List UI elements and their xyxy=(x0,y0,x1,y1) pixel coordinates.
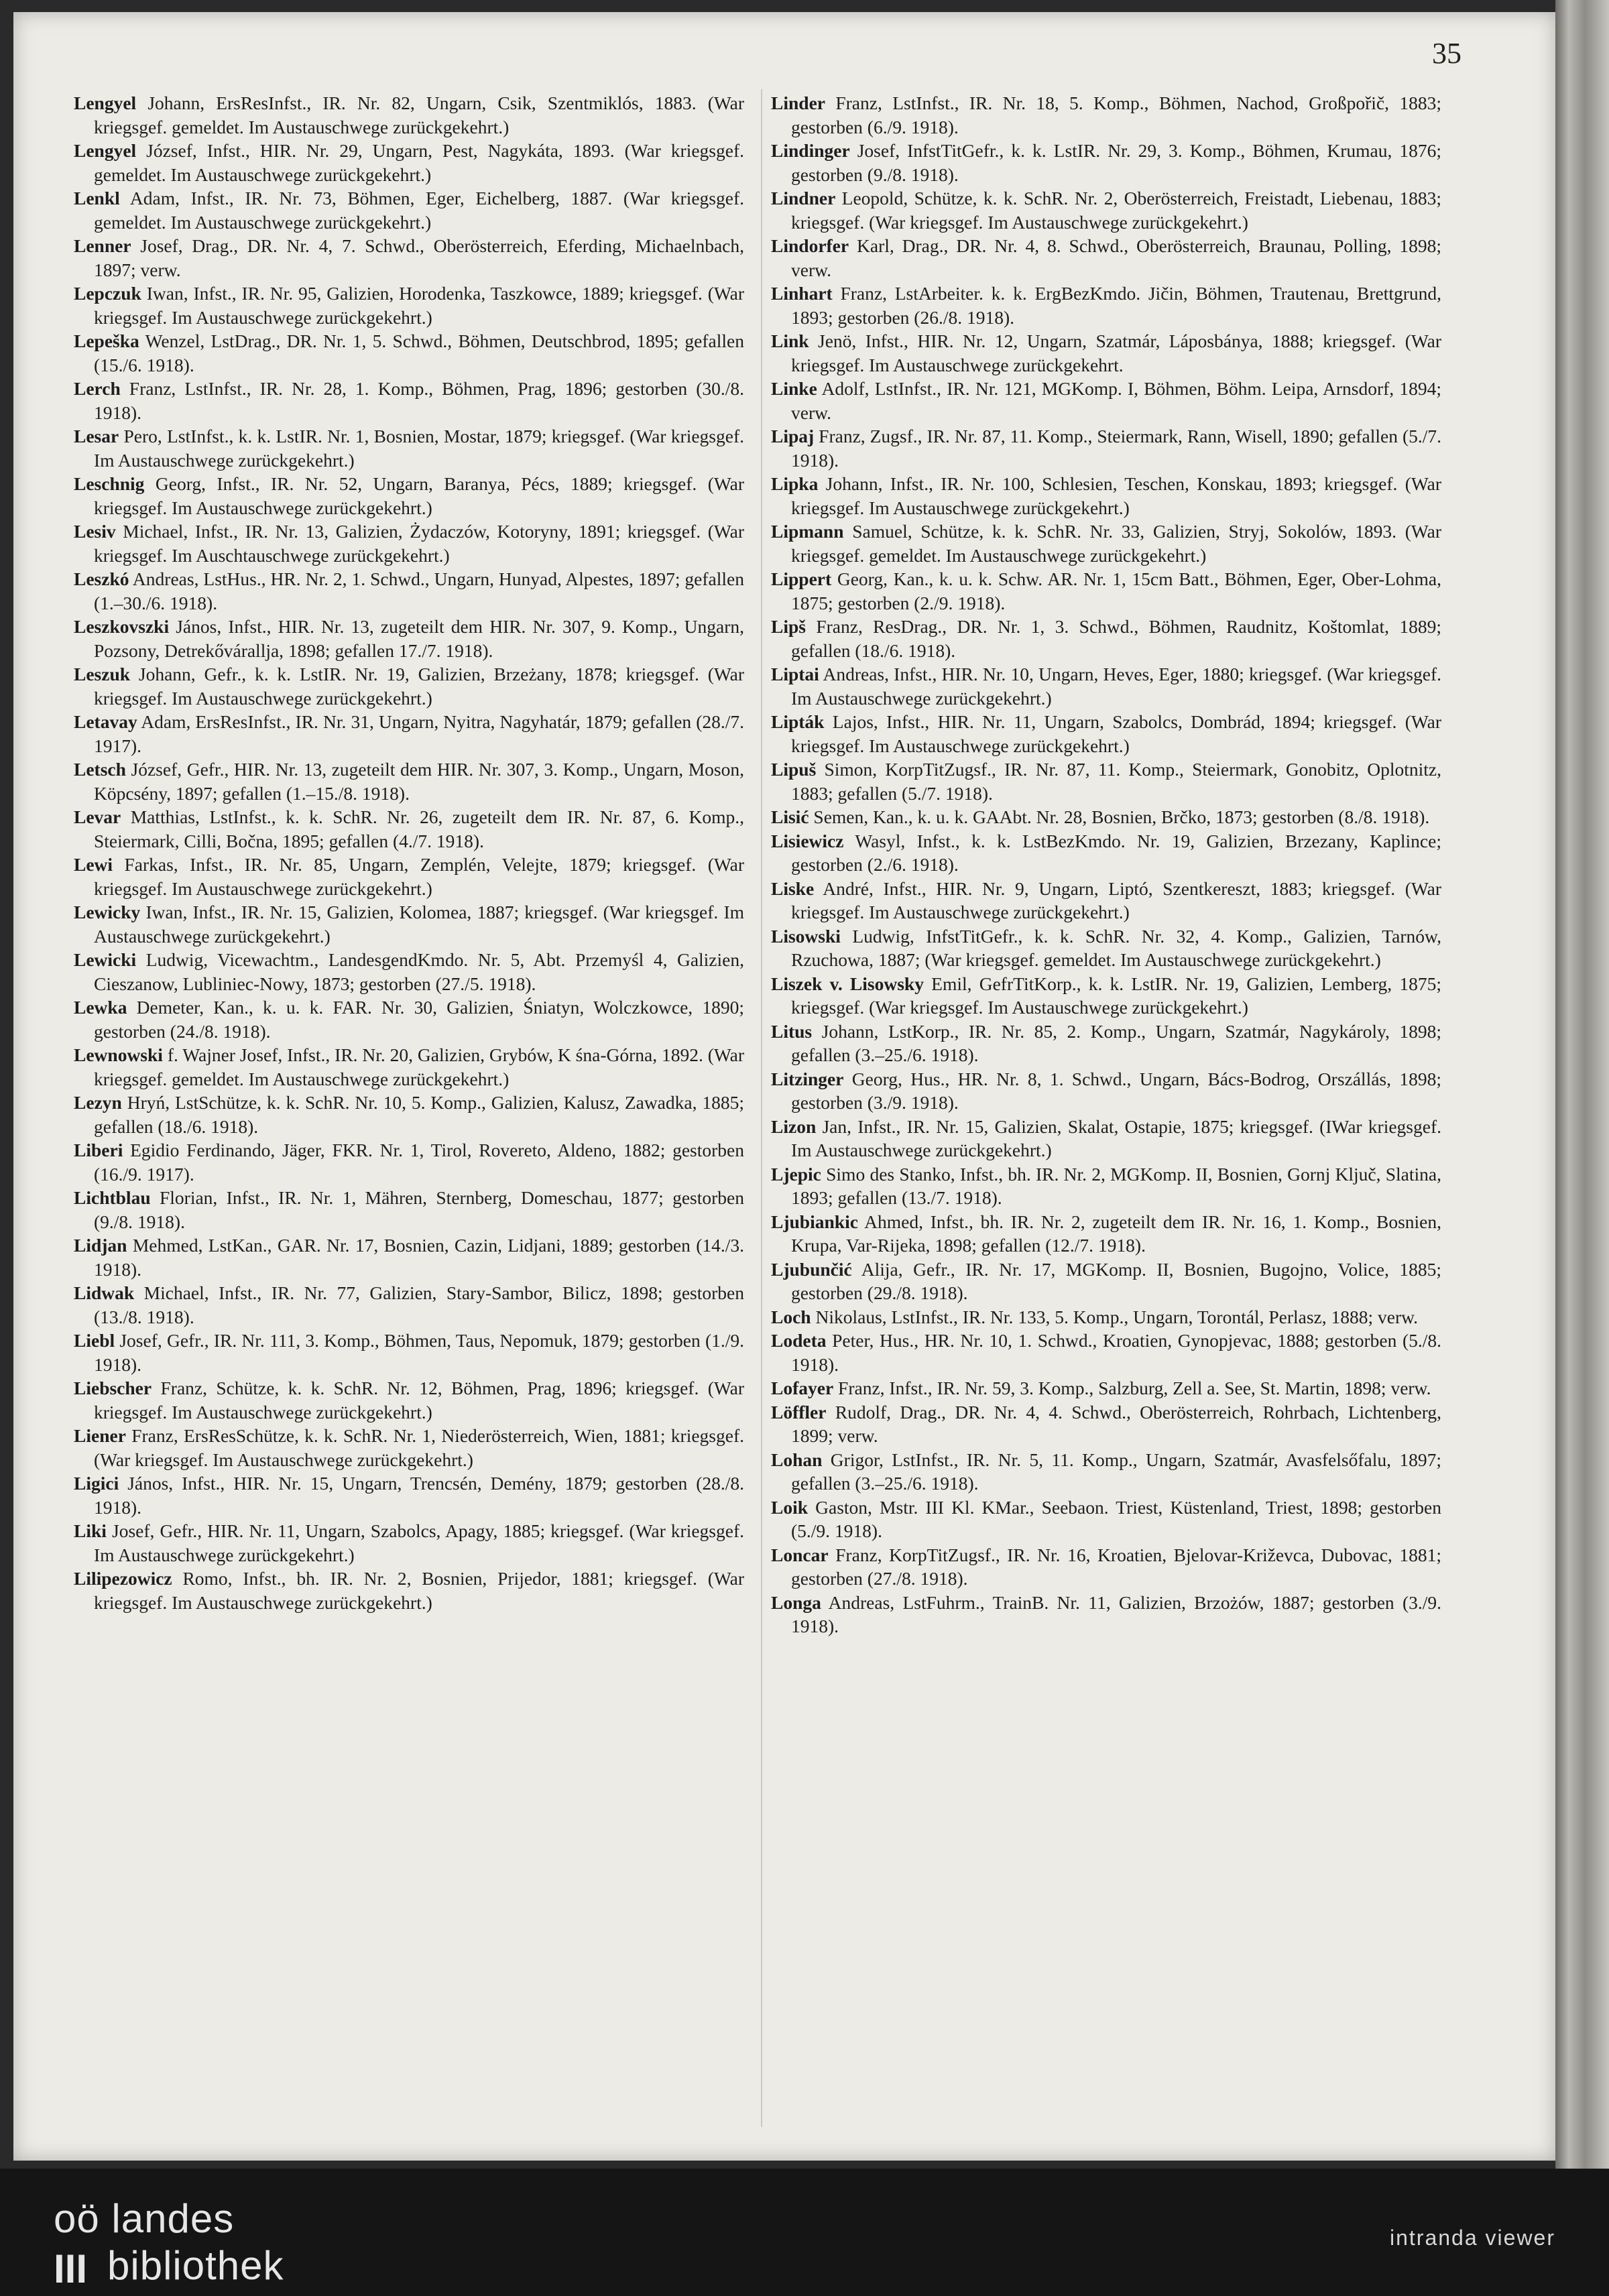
entry-surname: Leschnig xyxy=(74,473,145,494)
entry-details: Lajos, Infst., HIR. Nr. 11, Ungarn, Szabolcs, Dombrád, 1894; kriegsgef. (War kriegsgef. Im Austauschwege zurückgekehrt.) xyxy=(791,711,1441,756)
entry-details: Iwan, Infst., IR. Nr. 15, Galizien, Kolomea, 1887; kriegsgef. (War kriegsgef. Im Austauschwege zurückgekehrt.) xyxy=(94,902,744,947)
register-entry xyxy=(771,234,1441,282)
entry-details: Samuel, Schütze, k. k. SchR. Nr. 33, Galizien, Stryj, Sokolów, 1893. (War kriegsgef. gemeldet. Im Austauschwege zurückgekehrt.) xyxy=(791,521,1441,566)
register-entry xyxy=(74,186,744,234)
register-entry xyxy=(74,615,744,662)
register-entry xyxy=(74,1233,744,1281)
register-entry xyxy=(74,1186,744,1233)
entry-details: Franz, Zugsf., IR. Nr. 87, 11. Komp., Steiermark, Rann, Wisell, 1890; gefallen (5./7. 1918). xyxy=(791,426,1441,471)
entry-details: Rudolf, Drag., DR. Nr. 4, 4. Schwd., Oberösterreich, Rohrbach, Lichtenberg, 1899; verw. xyxy=(791,1401,1441,1446)
register-entry xyxy=(771,662,1441,710)
entry-surname: Lisić xyxy=(771,806,809,827)
entry-surname: Lewka xyxy=(74,997,127,1018)
entry-surname: Link xyxy=(771,330,809,351)
entry-details: Johann, Gefr., k. k. LstIR. Nr. 19, Galizien, Brzeżany, 1878; kriegsgef. (War kriegsgef. Im Austauschwege zurückgekehrt.) xyxy=(94,664,744,709)
entry-details: Johann, ErsResInfst., IR. Nr. 82, Ungarn, Csik, Szentmiklós, 1883. (War kriegsgef. gemeldet. Im Austauschwege zurückgekehrt.) xyxy=(94,93,744,137)
entry-surname: Lesar xyxy=(74,426,119,446)
viewer-brand-label: intranda viewer xyxy=(1390,2226,1555,2250)
entry-details: József, Gefr., HIR. Nr. 13, zugeteilt dem HIR. Nr. 307, 3. Komp., Ungarn, Moson, Köpcsény, 1897; gefallen (1.–15./8. 1918). xyxy=(94,759,744,804)
entry-surname: Lipmann xyxy=(771,521,844,542)
register-entry xyxy=(771,1210,1441,1258)
register-entry xyxy=(74,948,744,995)
entry-surname: Ljubunčić xyxy=(771,1258,852,1280)
entry-details: Florian, Infst., IR. Nr. 1, Mähren, Sternberg, Domeschau, 1877; gestorben (9./8. 1918). xyxy=(94,1187,744,1232)
entry-details: Farkas, Infst., IR. Nr. 85, Ungarn, Zemplén, Velejte, 1879; kriegsgef. (War kriegsgef. Im Austauschwege zurückgekehrt.) xyxy=(94,854,744,899)
entry-surname: Löffler xyxy=(771,1401,827,1423)
entry-surname: Lengyel xyxy=(74,93,137,113)
left-column xyxy=(74,91,744,1614)
register-entry xyxy=(771,924,1441,972)
register-entry xyxy=(74,91,744,139)
entry-details: f. Wajner Josef, Infst., IR. Nr. 20, Galizien, Grybów, K śna-Górna, 1892. (War kriegsgef. gemeldet. Im Austauschwege zurückgekehrt.) xyxy=(94,1044,744,1089)
entry-surname: Loncar xyxy=(771,1544,829,1565)
register-entry xyxy=(771,1376,1441,1400)
register-entry xyxy=(771,1162,1441,1210)
entry-details: Semen, Kan., k. u. k. GAAbt. Nr. 28, Bosnien, Brčko, 1873; gestorben (8./8. 1918). xyxy=(809,806,1430,827)
entry-surname: Lodeta xyxy=(771,1330,827,1351)
library-logo-line2: bibliothek xyxy=(107,2243,284,2288)
entry-details: Alija, Gefr., IR. Nr. 17, MGKomp. II, Bosnien, Bugojno, Volice, 1885; gestorben (29./8. 1918). xyxy=(791,1258,1441,1303)
entry-details: Michael, Infst., IR. Nr. 13, Galizien, Żydaczów, Kotoryny, 1891; kriegsgef. (War kriegsgef. Im Auschtauschwege zurückgekehrt.) xyxy=(94,521,744,566)
library-logo-line1: oö landes xyxy=(54,2196,235,2241)
entry-details: Jan, Infst., IR. Nr. 15, Galizien, Skalat, Ostapie, 1875; kriegsgef. (IWar kriegsgef. Im Austauschwege zurückgekehrt.) xyxy=(791,1115,1441,1160)
entry-surname: Liberi xyxy=(74,1140,123,1160)
entry-details: Franz, Schütze, k. k. SchR. Nr. 12, Böhmen, Prag, 1896; kriegsgef. (War kriegsgef. Im Austauschwege zurückgekehrt.) xyxy=(94,1378,744,1423)
register-entry xyxy=(74,1471,744,1519)
entry-surname: Lippert xyxy=(771,568,832,589)
entry-details: Ludwig, InfstTitGefr., k. k. SchR. Nr. 32, 4. Komp., Galizien, Tarnów, Rzuchowa, 1887; (War kriegsgef. gemeldet. Im Austauschwege zurückgekehrt.) xyxy=(791,925,1441,970)
entry-surname: Lindorfer xyxy=(771,235,849,256)
entry-details: Nikolaus, LstInfst., IR. Nr. 133, 5. Komp., Ungarn, Torontál, Perlasz, 1888; verw. xyxy=(811,1306,1419,1327)
register-entry xyxy=(74,710,744,758)
entry-details: János, Infst., HIR. Nr. 13, zugeteilt dem HIR. Nr. 307, 9. Komp., Ungarn, Pozsony, Detrekővárallja, 1898; gefallen 17./7. 1918). xyxy=(94,616,744,661)
entry-details: József, Infst., HIR. Nr. 29, Ungarn, Pest, Nagykáta, 1893. (War kriegsgef. gemeldet. Im Austauschwege zurückgekehrt.) xyxy=(94,140,744,185)
entry-details: Johann, Infst., IR. Nr. 100, Schlesien, Teschen, Konskau, 1893; kriegsgef. (War kriegsgef. Im Austauschwege zurückgekehrt.) xyxy=(791,473,1441,518)
entry-surname: Lipuš xyxy=(771,759,817,780)
entry-surname: Lewicky xyxy=(74,902,141,922)
entry-surname: Lofayer xyxy=(771,1378,834,1398)
register-entry xyxy=(74,853,744,900)
entry-surname: Letavay xyxy=(74,711,137,732)
entry-details: Peter, Hus., HR. Nr. 10, 1. Schwd., Kroatien, Gynopjevac, 1888; gestorben (5./8. 1918). xyxy=(791,1330,1441,1375)
entry-surname: Linke xyxy=(771,378,817,399)
entry-surname: Litus xyxy=(771,1020,813,1042)
entry-details: Pero, LstInfst., k. k. LstIR. Nr. 1, Bosnien, Mostar, 1879; kriegsgef. (War kriegsgef. Im Austauschwege zurückgekehrt.) xyxy=(94,426,744,471)
entry-surname: Loik xyxy=(771,1496,809,1518)
entry-surname: Lepeška xyxy=(74,330,139,351)
register-entry xyxy=(74,567,744,615)
register-entry xyxy=(74,329,744,377)
entry-surname: Lizon xyxy=(771,1115,817,1137)
entry-surname: Lewi xyxy=(74,854,113,875)
entry-surname: Levar xyxy=(74,806,121,827)
entry-details: Franz, LstInfst., IR. Nr. 28, 1. Komp., Böhmen, Prag, 1896; gestorben (30./8. 1918). xyxy=(94,378,744,423)
entry-details: Josef, Drag., DR. Nr. 4, 7. Schwd., Oberösterreich, Eferding, Michaelnbach, 1897; verw. xyxy=(94,235,744,280)
entry-surname: Lidwak xyxy=(74,1282,135,1303)
entry-details: Josef, Gefr., IR. Nr. 111, 3. Komp., Böhmen, Taus, Nepomuk, 1879; gestorben (1./9. 1918). xyxy=(94,1330,744,1375)
entry-details: Romo, Infst., bh. IR. Nr. 2, Bosnien, Prijedor, 1881; kriegsgef. (War kriegsgef. Im Austauschwege zurückgekehrt.) xyxy=(94,1568,744,1613)
entry-surname: Lindner xyxy=(771,188,836,208)
entry-surname: Lipaj xyxy=(771,426,815,446)
entry-surname: Lepczuk xyxy=(74,283,141,304)
entry-surname: Lipka xyxy=(771,473,819,494)
entry-details: Andreas, LstHus., HR. Nr. 2, 1. Schwd., Ungarn, Hunyad, Alpestes, 1897; gefallen (1.–30./6. 1918). xyxy=(94,568,744,613)
entry-details: André, Infst., HIR. Nr. 9, Ungarn, Liptó, Szentkereszt, 1883; kriegsgef. (War kriegsgef. Im Austauschwege zurückgekehrt.) xyxy=(791,878,1441,922)
register-entry xyxy=(74,472,744,520)
entry-surname: Ljepic xyxy=(771,1163,821,1185)
entry-details: Wasyl, Infst., k. k. LstBezKmdo. Nr. 19, Galizien, Brzezany, Kaplince; gestorben (2./6. 1918). xyxy=(791,830,1441,875)
entry-surname: Liener xyxy=(74,1425,126,1446)
register-entry xyxy=(74,1519,744,1567)
entry-surname: Lichtblau xyxy=(74,1187,151,1208)
register-entry xyxy=(771,1020,1441,1067)
entry-surname: Ljubiankic xyxy=(771,1211,858,1232)
entry-details: Ludwig, Vicewachtm., LandesgendKmdo. Nr. 5, Abt. Przemyśl 4, Galizien, Cieszanow, Lubliniec-Nowy, 1873; gestorben (27./5. 1918). xyxy=(94,949,744,994)
entry-details: Gaston, Mstr. III Kl. KMar., Seebaon. Triest, Küstenland, Triest, 1898; gestorben (5./9. 1918). xyxy=(791,1496,1441,1541)
entry-details: Michael, Infst., IR. Nr. 77, Galizien, Stary-Sambor, Bilicz, 1898; gestorben (13./8. 1918). xyxy=(94,1282,744,1327)
entry-surname: Lenner xyxy=(74,235,131,256)
register-entry xyxy=(771,1496,1441,1543)
entry-surname: Ligici xyxy=(74,1473,119,1494)
register-entry xyxy=(771,472,1441,520)
entry-surname: Liptai xyxy=(771,664,819,684)
page-number: 35 xyxy=(1432,37,1462,70)
register-entry xyxy=(771,567,1441,615)
entry-surname: Liki xyxy=(74,1520,107,1541)
entry-surname: Lindinger xyxy=(771,140,850,161)
entry-surname: Lerch xyxy=(74,378,121,399)
entry-details: Ahmed, Infst., bh. IR. Nr. 2, zugeteilt dem IR. Nr. 16, 1. Komp., Bosnien, Krupa, Var-Rijeka, 1898; gefallen (12./7. 1918). xyxy=(791,1211,1441,1256)
register-entry xyxy=(771,1543,1441,1591)
entry-details: Grigor, LstInfst., IR. Nr. 5, 11. Komp., Ungarn, Szatmár, Avasfelsőfalu, 1897; gefallen (3.–25./6. 1918). xyxy=(791,1449,1441,1494)
scanned-page xyxy=(13,12,1555,2161)
entry-details: Wenzel, LstDrag., DR. Nr. 1, 5. Schwd., Böhmen, Deutschbrod, 1895; gefallen (15./6. 1918). xyxy=(94,330,744,375)
entry-surname: Longa xyxy=(771,1591,821,1613)
register-entry xyxy=(771,139,1441,186)
register-entry xyxy=(771,1400,1441,1448)
register-entry xyxy=(74,282,744,329)
register-entry xyxy=(771,520,1441,567)
entry-details: Franz, KorpTitZugsf., IR. Nr. 16, Kroatien, Bjelovar-Križevca, Dubovac, 1881; gestorben (27./8. 1918). xyxy=(791,1544,1441,1589)
entry-surname: Letsch xyxy=(74,759,126,780)
entry-surname: Litzinger xyxy=(771,1068,844,1089)
entry-details: Simon, KorpTitZugsf., IR. Nr. 87, 11. Komp., Steiermark, Gonobitz, Oplotnitz, 1883; gefallen (5./7. 1918). xyxy=(791,759,1441,804)
register-entry xyxy=(771,1067,1441,1115)
entry-surname: Lenkl xyxy=(74,188,120,208)
register-entry xyxy=(74,1329,744,1376)
entry-surname: Lewnowski xyxy=(74,1044,163,1065)
register-entry xyxy=(771,186,1441,234)
entry-surname: Loch xyxy=(771,1306,811,1327)
entry-surname: Liebl xyxy=(74,1330,115,1351)
entry-details: Emil, GefrTitKorp., k. k. LstIR. Nr. 19, Galizien, Lemberg, 1875; kriegsgef. (War kriegsgef. Im Austauschwege zurückgekehrt.) xyxy=(791,973,1441,1018)
entry-surname: Linder xyxy=(771,93,825,113)
entry-details: Adolf, LstInfst., IR. Nr. 121, MGKomp. I, Böhmen, Böhm. Leipa, Arnsdorf, 1894; verw. xyxy=(791,378,1441,423)
register-entry xyxy=(74,758,744,805)
entry-details: Simo des Stanko, Infst., bh. IR. Nr. 2, MGKomp. II, Bosnien, Gornj Ključ, Slatina, 1893; gefallen (13./7. 1918). xyxy=(791,1163,1441,1208)
entry-details: Jenö, Infst., HIR. Nr. 12, Ungarn, Szatmár, Láposbánya, 1888; kriegsgef. (War kriegsgef. Im Austauschwege zurückgekehrt. xyxy=(791,330,1441,375)
register-entry xyxy=(771,1591,1441,1638)
register-entry xyxy=(771,972,1441,1020)
entry-surname: Lesiv xyxy=(74,521,116,542)
register-entry xyxy=(74,995,744,1043)
register-entry xyxy=(771,1258,1441,1305)
entry-surname: Lipš xyxy=(771,616,806,637)
register-entry xyxy=(74,662,744,710)
entry-details: Josef, InfstTitGefr., k. k. LstIR. Nr. 29, 3. Komp., Böhmen, Krumau, 1876; gestorben (9./8. 1918). xyxy=(791,140,1441,185)
register-entry xyxy=(74,139,744,186)
entry-surname: Lewicki xyxy=(74,949,137,970)
register-entry xyxy=(74,1281,744,1329)
entry-details: Egidio Ferdinando, Jäger, FKR. Nr. 1, Tirol, Rovereto, Aldeno, 1882; gestorben (16./9. 1917). xyxy=(94,1140,744,1185)
entry-details: Karl, Drag., DR. Nr. 4, 8. Schwd., Oberösterreich, Braunau, Polling, 1898; verw. xyxy=(791,235,1441,280)
entry-surname: Lidjan xyxy=(74,1235,127,1256)
entry-surname: Lisowski xyxy=(771,925,841,947)
register-entry xyxy=(771,1448,1441,1496)
register-entry xyxy=(74,234,744,282)
register-entry xyxy=(771,758,1441,805)
register-entry xyxy=(771,282,1441,329)
entry-details: Josef, Gefr., HIR. Nr. 11, Ungarn, Szabolcs, Apagy, 1885; kriegsgef. (War kriegsgef. Im Austauschwege zurückgekehrt.) xyxy=(94,1520,744,1565)
entry-details: János, Infst., HIR. Nr. 15, Ungarn, Trencsén, Demény, 1879; gestorben (28./8. 1918). xyxy=(94,1473,744,1518)
entry-details: Adam, Infst., IR. Nr. 73, Böhmen, Eger, Eichelberg, 1887. (War kriegsgef. gemeldet. Im Austauschwege zurückgekehrt.) xyxy=(94,188,744,233)
register-entry xyxy=(771,1115,1441,1162)
register-entry xyxy=(74,377,744,424)
entry-surname: Linhart xyxy=(771,283,833,304)
register-entry xyxy=(74,1043,744,1091)
register-entry xyxy=(771,615,1441,662)
entry-surname: Leszkovszki xyxy=(74,616,170,637)
register-entry xyxy=(771,829,1441,877)
entry-details: Johann, LstKorp., IR. Nr. 85, 2. Komp., Ungarn, Szatmár, Nagykároly, 1898; gefallen (3.–25./6. 1918). xyxy=(791,1020,1441,1065)
entry-details: Demeter, Kan., k. u. k. FAR. Nr. 30, Galizien, Śniatyn, Wolczkowce, 1890; gestorben (24./8. 1918). xyxy=(94,997,744,1042)
entry-details: Leopold, Schütze, k. k. SchR. Nr. 2, Oberösterreich, Freistadt, Liebenau, 1883; kriegsgef. (War kriegsgef. Im Austauschwege zurückgekehrt.) xyxy=(791,188,1441,233)
register-entry xyxy=(771,329,1441,377)
entry-details: Franz, ResDrag., DR. Nr. 1, 3. Schwd., Böhmen, Raudnitz, Koštomlat, 1889; gefallen (18./6. 1918). xyxy=(791,616,1441,661)
book-page-edges xyxy=(1555,0,1609,2169)
entry-details: Franz, ErsResSchütze, k. k. SchR. Nr. 1, Niederösterreich, Wien, 1881; kriegsgef. (War kriegsgef. Im Austauschwege zurückgekehrt.) xyxy=(94,1425,744,1470)
register-entry xyxy=(771,91,1441,139)
entry-details: Franz, LstArbeiter. k. k. ErgBezKmdo. Jičin, Böhmen, Trautenau, Brettgrund, 1893; gestorben (26./8. 1918). xyxy=(791,283,1441,328)
register-entry xyxy=(74,1567,744,1614)
register-entry xyxy=(74,520,744,567)
entry-details: Franz, LstInfst., IR. Nr. 18, 5. Komp., Böhmen, Nachod, Großpořič, 1883; gestorben (6./9. 1918). xyxy=(791,93,1441,137)
entry-details: Franz, Infst., IR. Nr. 59, 3. Komp., Salzburg, Zell a. See, St. Martin, 1898; verw. xyxy=(833,1378,1431,1398)
entry-surname: Liske xyxy=(771,878,815,899)
library-logo-bars: III xyxy=(54,2246,88,2291)
right-column xyxy=(771,91,1441,1638)
entry-surname: Lisiewicz xyxy=(771,830,844,851)
entry-surname: Lohan xyxy=(771,1449,823,1470)
register-entry xyxy=(771,805,1441,829)
register-entry xyxy=(771,377,1441,424)
register-entry xyxy=(74,900,744,948)
register-entry xyxy=(74,424,744,472)
register-entry xyxy=(74,1424,744,1471)
entry-details: Andreas, LstFuhrm., TrainB. Nr. 11, Galizien, Brzożów, 1887; gestorben (3./9. 1918). xyxy=(791,1591,1441,1636)
entry-surname: Leszkó xyxy=(74,568,129,589)
entry-surname: Lilipezowicz xyxy=(74,1568,172,1589)
entry-details: Georg, Hus., HR. Nr. 8, 1. Schwd., Ungarn, Bács-Bodrog, Orszállás, 1898; gestorben (3./9. 1918). xyxy=(791,1068,1441,1113)
column-divider xyxy=(761,89,762,2127)
entry-details: Adam, ErsResInfst., IR. Nr. 31, Ungarn, Nyitra, Nagyhatár, 1879; gefallen (28./7. 1917). xyxy=(94,711,744,756)
register-entry xyxy=(74,1091,744,1138)
entry-surname: Leszuk xyxy=(74,664,131,684)
register-entry xyxy=(771,1329,1441,1376)
entry-details: Matthias, LstInfst., k. k. SchR. Nr. 26, zugeteilt dem IR. Nr. 87, 6. Komp., Steiermark, Cilli, Bočna, 1895; gefallen (4./7. 1918). xyxy=(94,806,744,851)
entry-details: Hryń, LstSchütze, k. k. SchR. Nr. 10, 5. Komp., Galizien, Kalusz, Zawadka, 1885; gefallen (18./6. 1918). xyxy=(94,1092,744,1137)
entry-surname: Liebscher xyxy=(74,1378,152,1398)
register-entry xyxy=(74,1138,744,1186)
register-entry xyxy=(74,1376,744,1424)
entry-details: Georg, Kan., k. u. k. Schw. AR. Nr. 1, 15cm Batt., Böhmen, Eger, Ober-Lohma, 1875; gestorben (2./9. 1918). xyxy=(791,568,1441,613)
register-entry xyxy=(771,877,1441,924)
entry-surname: Lipták xyxy=(771,711,825,732)
entry-surname: Lezyn xyxy=(74,1092,122,1113)
entry-details: Georg, Infst., IR. Nr. 52, Ungarn, Baranya, Pécs, 1889; kriegsgef. (War kriegsgef. Im Austauschwege zurückgekehrt.) xyxy=(94,473,744,518)
entry-surname: Lengyel xyxy=(74,140,137,161)
entry-details: Iwan, Infst., IR. Nr. 95, Galizien, Horodenka, Taszkowce, 1889; kriegsgef. (War kriegsgef. Im Austauschwege zurückgekehrt.) xyxy=(94,283,744,328)
register-entry xyxy=(771,710,1441,758)
entry-details: Andreas, Infst., HIR. Nr. 10, Ungarn, Heves, Eger, 1880; kriegsgef. (War kriegsgef. Im Austauschwege zurückgekehrt.) xyxy=(791,664,1441,709)
register-entry xyxy=(74,805,744,853)
register-entry xyxy=(771,1305,1441,1329)
register-entry xyxy=(771,424,1441,472)
entry-details: Mehmed, LstKan., GAR. Nr. 17, Bosnien, Cazin, Lidjani, 1889; gestorben (14./3. 1918). xyxy=(94,1235,744,1280)
entry-surname: Liszek v. Lisowsky xyxy=(771,973,924,994)
